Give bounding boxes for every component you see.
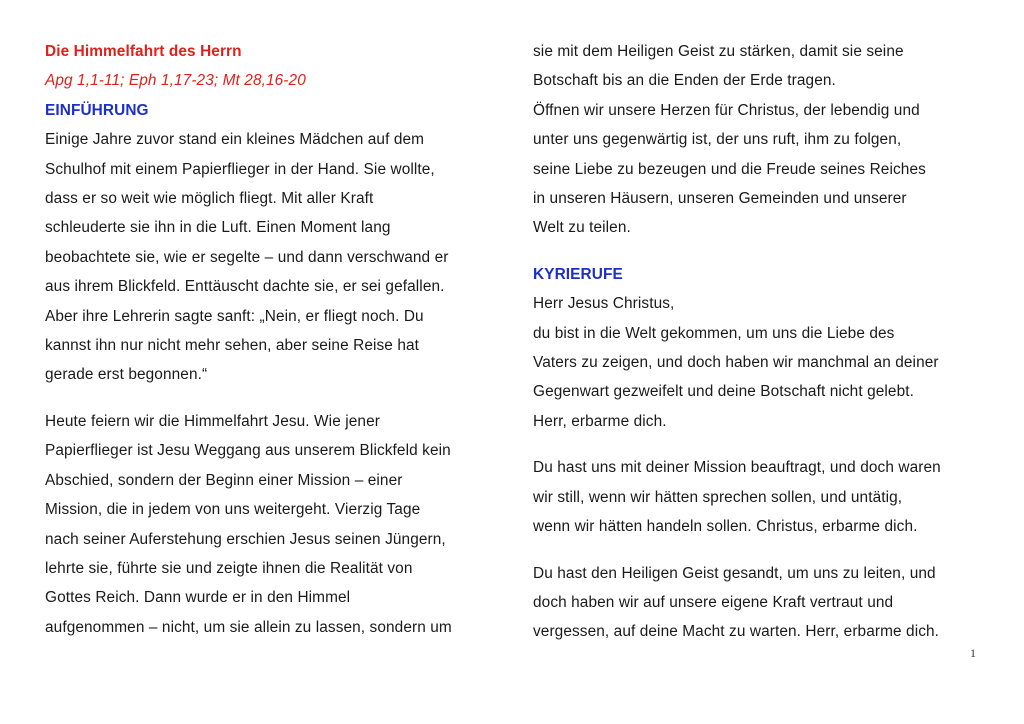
document-title: Die Himmelfahrt des Herrn	[45, 43, 242, 60]
text-line: Aber ihre Lehrerin sagte sanft: „Nein, er fliegt noch. Du	[45, 307, 424, 325]
text-line: Du hast den Heiligen Geist gesandt, um uns zu leiten, und	[533, 564, 936, 582]
text-line: dass er so weit wie möglich fliegt. Mit aller Kraft	[45, 190, 374, 208]
kyrie-invocation-2	[533, 453, 983, 541]
paragraph-gap	[45, 390, 495, 407]
text-line: aufgenommen – nicht, um sie allein zu lassen, sondern um	[45, 618, 452, 636]
text-line: lehrte sie, führte sie und zeigte ihnen die Realität von	[45, 559, 413, 577]
text-line: Schulhof mit einem Papierflieger in der Hand. Sie wollte,	[45, 160, 435, 178]
page-number: 1	[970, 646, 976, 660]
text-line: in unseren Häusern, unseren Gemeinden und unserer	[533, 190, 907, 208]
text-line: Heute feiern wir die Himmelfahrt Jesu. Wie jener	[45, 412, 380, 430]
text-line: Abschied, sondern der Beginn einer Mission – einer	[45, 471, 403, 489]
text-line: Herr, erbarme dich.	[533, 412, 667, 430]
text-line: sie mit dem Heiligen Geist zu stärken, damit sie seine	[533, 43, 904, 60]
text-line: du bist in die Welt gekommen, um uns die Liebe des	[533, 324, 895, 342]
text-line: Welt zu teilen.	[533, 219, 631, 237]
scripture-reference: Apg 1,1-11; Eph 1,17-23; Mt 28,16-20	[45, 72, 306, 90]
text-line: kannst ihn nur nicht mehr sehen, aber seine Reise hat	[45, 337, 420, 355]
intro-paragraph-1	[45, 125, 495, 390]
text-line: wir still, wenn wir hätten sprechen sollen, und untätig,	[533, 488, 903, 506]
text-line: wenn wir hätten handeln sollen. Christus, erbarme dich.	[533, 518, 918, 536]
text-line: seine Liebe zu bezeugen und die Freude seines Reiches	[533, 160, 926, 178]
text-line: unter uns gegenwärtig ist, der uns ruft, ihm zu folgen,	[533, 131, 902, 149]
text-line: Gottes Reich. Dann wurde er in den Himmel	[45, 589, 351, 607]
text-line: Öffnen wir unsere Herzen für Christus, der lebendig und	[533, 101, 920, 119]
text-line: Botschaft bis an die Enden der Erde tragen.	[533, 72, 836, 90]
text-line: Gegenwart gezweifelt und deine Botschaft nicht gelebt.	[533, 383, 914, 401]
paragraph-gap	[533, 542, 983, 559]
text-line: doch haben wir auf unsere eigene Kraft vertraut und	[533, 593, 894, 611]
text-line: nach seiner Auferstehung erschien Jesus seinen Jüngern,	[45, 530, 446, 548]
intro-paragraph-3	[533, 37, 983, 243]
paragraph-gap	[533, 436, 983, 453]
left-column	[45, 37, 495, 642]
intro-paragraph-2	[45, 407, 495, 642]
text-line: aus ihrem Blickfeld. Enttäuscht dachte sie, er sei gefallen.	[45, 278, 445, 296]
text-line: beobachtete sie, wie er segelte – und dann verschwand er	[45, 248, 449, 266]
text-line: Einige Jahre zuvor stand ein kleines Mädchen auf dem	[45, 131, 425, 149]
text-line: Papierflieger ist Jesu Weggang aus unserem Blickfeld kein	[45, 442, 451, 460]
text-line: Herr Jesus Christus,	[533, 295, 675, 313]
kyrie-invocation-1	[533, 289, 983, 436]
paragraph-gap	[533, 243, 983, 260]
kyrie-invocation-3	[533, 559, 983, 647]
text-line: Mission, die in jedem von uns weitergeht. Vierzig Tage	[45, 501, 421, 519]
text-line: Du hast uns mit deiner Mission beauftragt, und doch waren	[533, 459, 941, 477]
text-line: vergessen, auf deine Macht zu warten. Herr, erbarme dich.	[533, 623, 940, 641]
text-line: schleuderte sie ihn in die Luft. Einen Moment lang	[45, 219, 391, 237]
text-line: Vaters zu zeigen, und doch haben wir manchmal an deiner	[533, 354, 939, 372]
intro-heading: EINFÜHRUNG	[45, 101, 149, 119]
kyrie-heading: KYRIERUFE	[533, 265, 623, 283]
right-column	[533, 37, 983, 647]
text-line: gerade erst begonnen.“	[45, 366, 208, 384]
